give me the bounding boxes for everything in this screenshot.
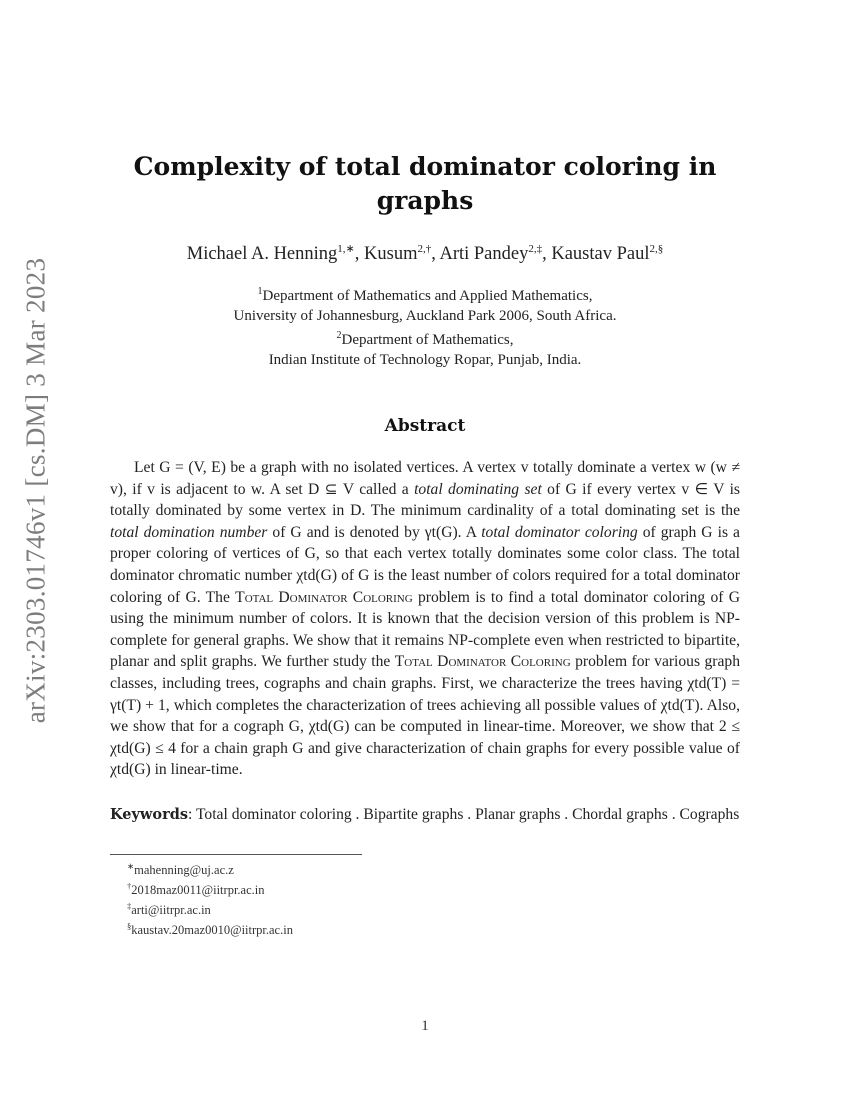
affiliation-mark: 2 <box>336 330 342 341</box>
page-number: 1 <box>421 1018 429 1034</box>
affiliation-text: Department of Mathematics and Applied Mathematics, <box>262 288 593 304</box>
footnote-email: kaustav.20maz0010@iitrpr.ac.in <box>131 923 293 938</box>
term-italic: total dominating set <box>414 480 542 498</box>
footnote-email: 2018maz0011@iitrpr.ac.in <box>131 883 265 898</box>
affiliation-line <box>100 326 750 351</box>
abstract-paragraph <box>110 457 740 781</box>
footnote <box>127 878 293 898</box>
abstract-text: problem for various graph classes, including trees, cographs and chain graphs. First, we characterize the trees having χtd(T) = γt(T) + 1, which completes the characterization of trees achieving all possible values of χtd(T). Also, we show that for a cograph G, χtd(G) can be computed in linear-time. Moreover, we show that 2 ≤ χtd(G) ≤ 4 for a chain graph G and give characterization of chain graphs for every possible value of χtd(G) in linear-time. <box>110 653 741 779</box>
affiliations <box>100 282 750 370</box>
author-name: Arti Pandey <box>439 244 529 265</box>
author-mark: 2,† <box>417 243 432 255</box>
footnote-email: arti@iitrpr.ac.in <box>131 903 211 918</box>
author-list: Michael A. Henning$^{1,∗}$, Kusum$^{2,\dagger}$, Arti Pandey$^{2,\ddagger}$, Kaustav Paul$^{2,\S}$ <box>186 243 664 265</box>
author-name: Kaustav Paul <box>551 244 650 265</box>
abstract-body <box>110 457 740 781</box>
footnote-email: mahenning@uj.ac.z <box>134 863 234 878</box>
footnote <box>127 898 293 918</box>
footnote-mark: ‡ <box>127 901 132 912</box>
affiliation-line <box>100 282 750 307</box>
problem-name-smallcaps: Total Dominator Coloring <box>394 653 571 671</box>
arxiv-identifier-text: arXiv:2303.01746v1 [cs.DM] 3 Mar 2023 <box>20 257 51 723</box>
abstract-text: problem is to find a total dominator coloring of G using the minimum number of colors. It is known that the decision version of this problem is NP-complete for general graphs. We show that it remains NP-complete even when restricted to bipartite, planar and split graphs. We further study the <box>110 588 740 671</box>
abstract-text: Let G = (V, E) be a graph with no isolated vertices. A vertex v totally dominate a vertex w (w ≠ v), if v is adjacent to w. A set D ⊆ V called a <box>110 459 740 498</box>
footnote <box>127 918 293 938</box>
abstract-heading: Abstract <box>384 416 466 436</box>
term-italic: total dominator coloring <box>481 523 638 541</box>
author-mark: 2,‡ <box>528 243 543 255</box>
problem-name-smallcaps: Total Dominator Coloring <box>235 588 413 606</box>
author-name: Michael A. Henning <box>186 244 338 265</box>
keywords <box>110 804 740 826</box>
footnote <box>127 858 293 878</box>
affiliation-line: Indian Institute of Technology Ropar, Punjab, India. <box>268 351 582 368</box>
footnote-mark: ∗ <box>127 861 135 871</box>
paper-title: Complexity of total dominator coloring in graphs <box>133 152 717 215</box>
affiliation-text: Department of Mathematics, <box>341 332 514 348</box>
footnote-divider <box>110 854 362 855</box>
term-italic: total domination number <box>110 523 268 541</box>
footnote-mark: † <box>127 881 132 892</box>
keywords-text: : Total dominator coloring . Bipartite graphs . Planar graphs . Chordal graphs . Cographs <box>188 806 740 823</box>
abstract-text: of G if every vertex v ∈ V is totally dominated by some vertex in D. The minimum cardinality of a total dominating set is the <box>110 480 740 520</box>
footnotes <box>127 858 293 939</box>
arxiv-identifier-stamp <box>14 257 58 723</box>
keywords-label: Keywords <box>110 806 189 823</box>
affiliation-mark: 1 <box>257 286 263 297</box>
author-name: Kusum <box>364 244 418 265</box>
abstract-text: of G and is denoted by γt(G). A <box>267 523 482 541</box>
affiliation-line: University of Johannesburg, Auckland Park 2006, South Africa. <box>233 307 617 324</box>
author-mark: 1,∗ <box>337 243 355 255</box>
author-mark: 2,§ <box>649 243 664 255</box>
abstract-text: of graph G is a proper coloring of vertices of G, so that each vertex totally dominates some color class. The total dominator chromatic number χtd(G) of G is the least number of colors required for a total dominator coloring of G. The <box>110 523 740 606</box>
footnote-mark: § <box>127 921 132 932</box>
